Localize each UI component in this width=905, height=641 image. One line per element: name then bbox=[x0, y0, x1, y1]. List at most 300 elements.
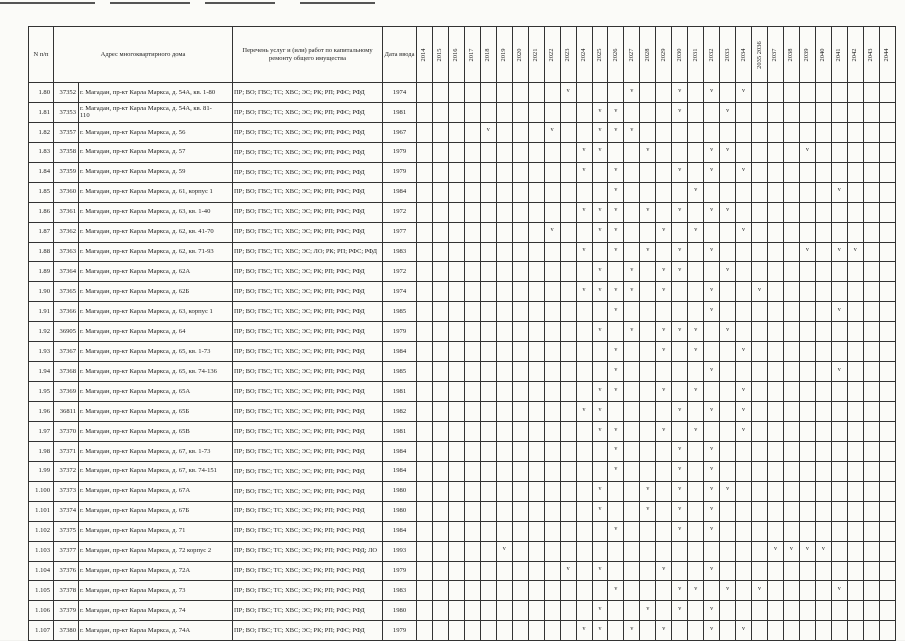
check-mark: v bbox=[726, 107, 730, 114]
year-cell bbox=[688, 302, 704, 322]
year-cell bbox=[656, 122, 672, 142]
check-mark: v bbox=[710, 366, 714, 373]
year-cell bbox=[544, 402, 560, 422]
works-list: ПР; ВО; ГВС; ТС; ХВС; ЭС; РК; РП; РФС; РФД bbox=[233, 302, 383, 322]
house-code: 37361 bbox=[54, 202, 79, 222]
year-cell bbox=[847, 83, 863, 103]
year-cell bbox=[528, 521, 544, 541]
year-cell bbox=[704, 581, 720, 601]
house-code: 37376 bbox=[54, 561, 79, 581]
year-cell bbox=[624, 322, 640, 342]
year-cell bbox=[704, 102, 720, 122]
year-cell bbox=[720, 262, 736, 282]
year-cell bbox=[448, 501, 464, 521]
year-cell bbox=[448, 421, 464, 441]
year-cell bbox=[544, 282, 560, 302]
year-cell bbox=[783, 621, 799, 641]
year-cell bbox=[831, 282, 847, 302]
year-cell bbox=[608, 122, 624, 142]
house-address bbox=[79, 581, 233, 601]
year-cell bbox=[656, 182, 672, 202]
commission-year: 1981 bbox=[383, 382, 417, 402]
year-cell bbox=[432, 342, 448, 362]
year-cell bbox=[624, 621, 640, 641]
check-mark: v bbox=[614, 127, 618, 134]
year-cell bbox=[512, 162, 528, 182]
year-cell bbox=[720, 102, 736, 122]
year-cell bbox=[496, 521, 512, 541]
year-cell bbox=[752, 202, 768, 222]
year-cell bbox=[624, 222, 640, 242]
address-text: г. Магадан, пр-кт Карла Маркса, д. 61, корпус 1 bbox=[80, 188, 213, 196]
year-cell bbox=[783, 362, 799, 382]
header-year-label: 2032 bbox=[707, 48, 715, 61]
works-list: ПР; ВО; ГВС; ТС; ХВС; ЭС; РК; РП; РФС; РФД bbox=[233, 222, 383, 242]
year-cell bbox=[576, 581, 592, 601]
year-cell bbox=[736, 362, 752, 382]
year-cell bbox=[512, 142, 528, 162]
check-mark: v bbox=[662, 426, 666, 433]
check-mark: v bbox=[710, 306, 714, 313]
year-cell bbox=[608, 282, 624, 302]
year-cell bbox=[480, 581, 496, 601]
header-year-label: 2037 bbox=[771, 48, 779, 61]
year-cell bbox=[528, 282, 544, 302]
year-cell bbox=[608, 441, 624, 461]
row-number: 1.101 bbox=[29, 501, 54, 521]
year-cell bbox=[799, 382, 815, 402]
year-cell bbox=[863, 581, 879, 601]
year-cell bbox=[688, 521, 704, 541]
check-mark: v bbox=[710, 446, 714, 453]
year-cell bbox=[480, 382, 496, 402]
year-cell bbox=[815, 421, 831, 441]
works-list: ПР; ВО; ГВС; ТС; ХВС; ЭС; РК; РП; РФС; РФД bbox=[233, 621, 383, 641]
year-cell bbox=[831, 382, 847, 402]
check-mark: v bbox=[710, 207, 714, 214]
year-cell bbox=[448, 541, 464, 561]
works-list: ПР; ВО; ГВС; ТС; ХВС; ЭС; РК; РП; РФС; РФД bbox=[233, 421, 383, 441]
year-cell bbox=[496, 182, 512, 202]
year-cell bbox=[847, 402, 863, 422]
year-cell bbox=[448, 521, 464, 541]
check-mark: v bbox=[662, 227, 666, 234]
year-cell bbox=[592, 561, 608, 581]
year-cell bbox=[752, 182, 768, 202]
year-cell bbox=[640, 601, 656, 621]
year-cell bbox=[560, 581, 576, 601]
year-cell bbox=[624, 402, 640, 422]
check-mark: v bbox=[678, 247, 682, 254]
header-year-col bbox=[417, 27, 433, 83]
address-text: г. Магадан, пр-кт Карла Маркса, д. 72А bbox=[80, 567, 191, 575]
year-cell bbox=[879, 122, 895, 142]
year-cell bbox=[576, 222, 592, 242]
header-year-col bbox=[847, 27, 863, 83]
address-text: г. Магадан, пр-кт Карла Маркса, д. 57 bbox=[80, 148, 186, 156]
year-cell bbox=[879, 242, 895, 262]
year-cell bbox=[736, 382, 752, 402]
header-year-col bbox=[512, 27, 528, 83]
year-cell bbox=[608, 481, 624, 501]
year-cell bbox=[480, 601, 496, 621]
year-cell bbox=[799, 521, 815, 541]
check-mark: v bbox=[662, 625, 666, 632]
year-cell bbox=[544, 202, 560, 222]
year-cell bbox=[863, 222, 879, 242]
year-cell bbox=[608, 382, 624, 402]
year-cell bbox=[752, 441, 768, 461]
year-cell bbox=[672, 601, 688, 621]
year-cell bbox=[672, 581, 688, 601]
house-address bbox=[79, 122, 233, 142]
year-cell bbox=[752, 83, 768, 103]
check-mark: v bbox=[853, 247, 857, 254]
year-cell bbox=[640, 561, 656, 581]
year-cell bbox=[560, 461, 576, 481]
year-cell bbox=[656, 501, 672, 521]
year-cell bbox=[448, 402, 464, 422]
year-cell bbox=[767, 441, 783, 461]
year-cell bbox=[592, 242, 608, 262]
check-mark: v bbox=[614, 526, 618, 533]
year-cell bbox=[417, 322, 433, 342]
works-list: ПР; ВО; ГВС; ТС; ХВС; ЭС; РК; РП; РФС; РФД bbox=[233, 441, 383, 461]
year-cell bbox=[736, 581, 752, 601]
year-cell bbox=[496, 322, 512, 342]
house-code: 36811 bbox=[54, 402, 79, 422]
check-mark: v bbox=[614, 446, 618, 453]
year-cell bbox=[576, 382, 592, 402]
year-cell bbox=[688, 541, 704, 561]
year-cell bbox=[863, 342, 879, 362]
year-cell bbox=[464, 521, 480, 541]
year-cell bbox=[448, 262, 464, 282]
year-cell bbox=[560, 262, 576, 282]
address-text: г. Магадан, пр-кт Карла Маркса, д. 67, кв. 74-151 bbox=[80, 467, 217, 475]
year-cell bbox=[480, 461, 496, 481]
year-cell bbox=[704, 402, 720, 422]
year-cell bbox=[496, 601, 512, 621]
year-cell bbox=[432, 402, 448, 422]
commission-year: 1980 bbox=[383, 501, 417, 521]
check-mark: v bbox=[678, 207, 682, 214]
year-cell bbox=[831, 461, 847, 481]
row-number: 1.88 bbox=[29, 242, 54, 262]
house-code: 37379 bbox=[54, 601, 79, 621]
check-mark: v bbox=[678, 605, 682, 612]
works-list: ПР; ВО; ГВС; ТС; ХВС; ЭС; РК; РП; РФС; РФД bbox=[233, 382, 383, 402]
year-cell bbox=[656, 621, 672, 641]
year-cell bbox=[512, 202, 528, 222]
year-cell bbox=[432, 262, 448, 282]
year-cell bbox=[464, 601, 480, 621]
year-cell bbox=[847, 222, 863, 242]
year-cell bbox=[417, 202, 433, 222]
house-address bbox=[79, 441, 233, 461]
commission-year: 1980 bbox=[383, 601, 417, 621]
year-cell bbox=[576, 83, 592, 103]
year-cell bbox=[417, 302, 433, 322]
check-mark: v bbox=[582, 247, 586, 254]
address-text: г. Магадан, пр-кт Карла Маркса, д. 63, корпус 1 bbox=[80, 307, 213, 315]
year-cell bbox=[736, 302, 752, 322]
year-cell bbox=[464, 501, 480, 521]
year-cell bbox=[672, 621, 688, 641]
year-cell bbox=[576, 162, 592, 182]
year-cell bbox=[815, 302, 831, 322]
header-year-label: 2015 bbox=[436, 48, 444, 61]
year-cell bbox=[704, 461, 720, 481]
year-cell bbox=[560, 302, 576, 322]
year-cell bbox=[863, 122, 879, 142]
year-cell bbox=[608, 242, 624, 262]
year-cell bbox=[783, 501, 799, 521]
header-year-col bbox=[464, 27, 480, 83]
year-cell bbox=[672, 282, 688, 302]
year-cell bbox=[879, 581, 895, 601]
year-cell bbox=[879, 342, 895, 362]
header-year-col bbox=[544, 27, 560, 83]
year-cell bbox=[560, 142, 576, 162]
year-cell bbox=[847, 162, 863, 182]
check-mark: v bbox=[710, 147, 714, 154]
house-address bbox=[79, 342, 233, 362]
year-cell bbox=[432, 421, 448, 441]
commission-year: 1981 bbox=[383, 102, 417, 122]
year-cell bbox=[528, 581, 544, 601]
year-cell bbox=[752, 601, 768, 621]
header-year-col bbox=[432, 27, 448, 83]
year-cell bbox=[736, 242, 752, 262]
year-cell bbox=[512, 182, 528, 202]
year-cell bbox=[767, 242, 783, 262]
year-cell bbox=[672, 102, 688, 122]
commission-year: 1972 bbox=[383, 262, 417, 282]
year-cell bbox=[720, 342, 736, 362]
check-mark: v bbox=[694, 227, 698, 234]
year-cell bbox=[560, 501, 576, 521]
year-cell bbox=[464, 382, 480, 402]
year-cell bbox=[815, 362, 831, 382]
year-cell bbox=[528, 501, 544, 521]
check-mark: v bbox=[678, 406, 682, 413]
house-code: 37357 bbox=[54, 122, 79, 142]
year-cell bbox=[432, 83, 448, 103]
header-year-col bbox=[672, 27, 688, 83]
year-cell bbox=[863, 362, 879, 382]
year-cell bbox=[656, 83, 672, 103]
commission-year: 1972 bbox=[383, 202, 417, 222]
house-code: 37353 bbox=[54, 102, 79, 122]
year-cell bbox=[512, 461, 528, 481]
year-cell bbox=[560, 222, 576, 242]
year-cell bbox=[624, 302, 640, 322]
year-cell bbox=[815, 342, 831, 362]
year-cell bbox=[799, 222, 815, 242]
header-year-col bbox=[656, 27, 672, 83]
year-cell bbox=[672, 342, 688, 362]
year-cell bbox=[624, 182, 640, 202]
row-number: 1.93 bbox=[29, 342, 54, 362]
year-cell bbox=[847, 242, 863, 262]
year-cell bbox=[640, 302, 656, 322]
year-cell bbox=[592, 282, 608, 302]
table-row bbox=[29, 621, 896, 641]
year-cell bbox=[767, 402, 783, 422]
year-cell bbox=[720, 481, 736, 501]
year-cell bbox=[736, 601, 752, 621]
check-mark: v bbox=[662, 326, 666, 333]
year-cell bbox=[767, 162, 783, 182]
year-cell bbox=[879, 561, 895, 581]
year-cell bbox=[480, 342, 496, 362]
year-cell bbox=[496, 83, 512, 103]
check-mark: v bbox=[582, 147, 586, 154]
year-cell bbox=[592, 521, 608, 541]
year-cell bbox=[512, 421, 528, 441]
address-text: г. Магадан, пр-кт Карла Маркса, д. 74 bbox=[80, 607, 186, 615]
year-cell bbox=[783, 242, 799, 262]
address-text: г. Магадан, пр-кт Карла Маркса, д. 65В bbox=[80, 427, 190, 435]
commission-year: 1981 bbox=[383, 421, 417, 441]
year-cell bbox=[656, 561, 672, 581]
house-code: 37374 bbox=[54, 501, 79, 521]
year-cell bbox=[688, 182, 704, 202]
year-cell bbox=[720, 461, 736, 481]
header-year-col bbox=[720, 27, 736, 83]
address-text: г. Магадан, пр-кт Карла Маркса, д. 62Б bbox=[80, 288, 190, 296]
year-cell bbox=[767, 601, 783, 621]
year-cell bbox=[767, 541, 783, 561]
check-mark: v bbox=[614, 426, 618, 433]
house-code: 37371 bbox=[54, 441, 79, 461]
house-code: 37360 bbox=[54, 182, 79, 202]
header-year-col bbox=[560, 27, 576, 83]
year-cell bbox=[847, 322, 863, 342]
year-cell bbox=[480, 541, 496, 561]
year-cell bbox=[624, 561, 640, 581]
table-row bbox=[29, 162, 896, 182]
year-cell bbox=[624, 382, 640, 402]
year-cell bbox=[799, 202, 815, 222]
year-cell bbox=[752, 521, 768, 541]
header-year-col bbox=[624, 27, 640, 83]
year-cell bbox=[432, 601, 448, 621]
check-mark: v bbox=[614, 187, 618, 194]
year-cell bbox=[512, 342, 528, 362]
year-cell bbox=[752, 362, 768, 382]
header-year-label: 2023 bbox=[564, 48, 572, 61]
commission-year: 1979 bbox=[383, 322, 417, 342]
year-cell bbox=[656, 461, 672, 481]
year-cell bbox=[767, 501, 783, 521]
year-cell bbox=[783, 222, 799, 242]
year-cell bbox=[815, 621, 831, 641]
year-cell bbox=[528, 601, 544, 621]
year-cell bbox=[480, 501, 496, 521]
year-cell bbox=[592, 102, 608, 122]
house-address bbox=[79, 561, 233, 581]
year-cell bbox=[752, 242, 768, 262]
commission-year: 1984 bbox=[383, 342, 417, 362]
check-mark: v bbox=[742, 227, 746, 234]
year-cell bbox=[704, 122, 720, 142]
check-mark: v bbox=[614, 346, 618, 353]
year-cell bbox=[752, 222, 768, 242]
year-cell bbox=[736, 461, 752, 481]
year-cell bbox=[592, 122, 608, 142]
year-cell bbox=[576, 362, 592, 382]
check-mark: v bbox=[678, 446, 682, 453]
works-list: ПР; ВО; ГВС; ТС; ХВС; ЭС; РК; РП; РФС; РФД bbox=[233, 402, 383, 422]
year-cell bbox=[704, 561, 720, 581]
year-cell bbox=[656, 342, 672, 362]
header-year-col bbox=[704, 27, 720, 83]
year-cell bbox=[640, 142, 656, 162]
year-cell bbox=[624, 421, 640, 441]
year-cell bbox=[528, 322, 544, 342]
year-cell bbox=[544, 322, 560, 342]
commission-year: 1983 bbox=[383, 581, 417, 601]
check-mark: v bbox=[678, 526, 682, 533]
year-cell bbox=[576, 421, 592, 441]
year-cell bbox=[704, 322, 720, 342]
year-cell bbox=[799, 421, 815, 441]
works-list: ПР; ВО; ГВС; ТС; ХВС; ЭС; РК; РП; РФС; РФД bbox=[233, 282, 383, 302]
house-code: 37366 bbox=[54, 302, 79, 322]
year-cell bbox=[417, 122, 433, 142]
year-cell bbox=[879, 461, 895, 481]
header-year-label: 2017 bbox=[468, 48, 476, 61]
year-cell bbox=[752, 142, 768, 162]
year-cell bbox=[592, 182, 608, 202]
year-cell bbox=[544, 142, 560, 162]
year-cell bbox=[592, 362, 608, 382]
year-cell bbox=[608, 102, 624, 122]
commission-year: 1979 bbox=[383, 621, 417, 641]
year-cell bbox=[720, 581, 736, 601]
year-cell bbox=[736, 501, 752, 521]
check-mark: v bbox=[662, 346, 666, 353]
year-cell bbox=[720, 202, 736, 222]
year-cell bbox=[879, 102, 895, 122]
year-cell bbox=[688, 601, 704, 621]
check-mark: v bbox=[710, 286, 714, 293]
table-row bbox=[29, 262, 896, 282]
year-cell bbox=[608, 222, 624, 242]
check-mark: v bbox=[678, 586, 682, 592]
year-cell bbox=[831, 83, 847, 103]
year-cell bbox=[847, 561, 863, 581]
year-cell bbox=[752, 102, 768, 122]
header-year-label: 2024 bbox=[580, 48, 588, 61]
year-cell bbox=[496, 242, 512, 262]
table-row bbox=[29, 282, 896, 302]
year-cell bbox=[672, 481, 688, 501]
year-cell bbox=[576, 481, 592, 501]
year-cell bbox=[704, 441, 720, 461]
year-cell bbox=[799, 601, 815, 621]
year-cell bbox=[512, 262, 528, 282]
year-cell bbox=[688, 382, 704, 402]
address-text: г. Магадан, пр-кт Карла Маркса, д. 72 корпус 2 bbox=[80, 547, 212, 555]
year-cell bbox=[704, 362, 720, 382]
year-cell bbox=[432, 382, 448, 402]
year-cell bbox=[815, 521, 831, 541]
year-cell bbox=[480, 621, 496, 641]
year-cell bbox=[863, 481, 879, 501]
